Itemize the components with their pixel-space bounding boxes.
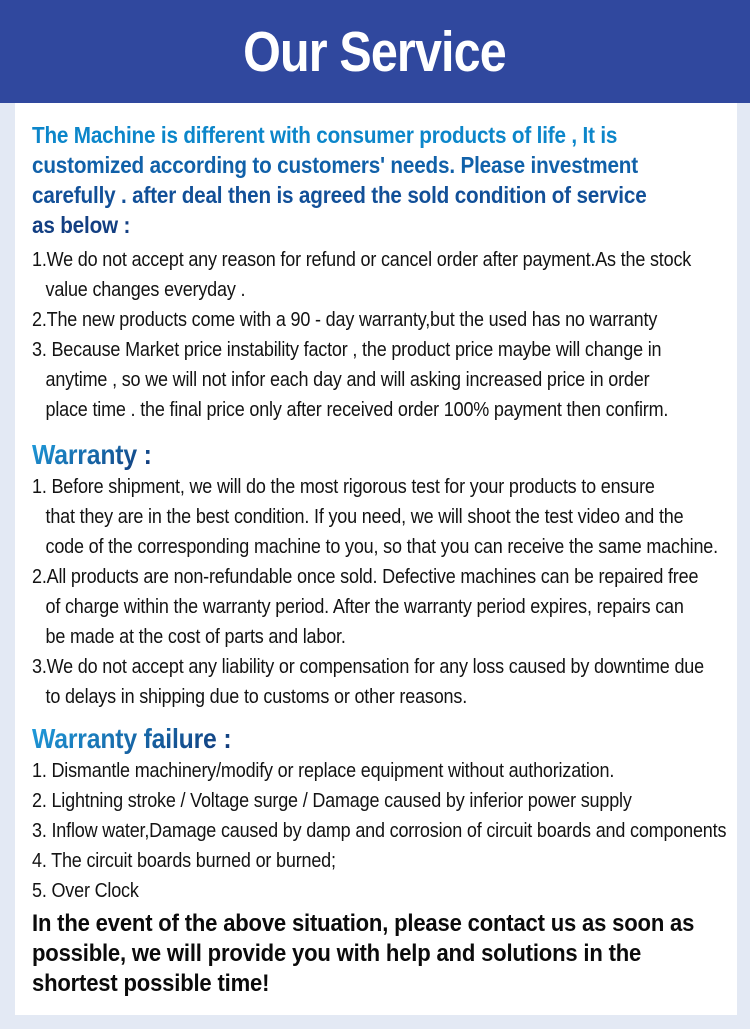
warranty-line: 2.All products are non-refundable once sold. Defective machines can be repaired free (32, 566, 699, 588)
warranty-line: of charge within the warranty period. After the warranty period expires, repairs can (45, 596, 684, 618)
warranty-line: to delays in shipping due to customs or other reasons. (45, 686, 468, 708)
term-line: 2.The new products come with a 90 - day warranty,but the used has no warranty (32, 309, 658, 331)
intro-paragraph (32, 120, 737, 240)
warranty-line: be made at the cost of parts and labor. (45, 626, 346, 648)
closing-line: shortest possible time! (32, 970, 270, 997)
warranty-line: 3.We do not accept any liability or compensation for any loss caused by downtime due (32, 656, 704, 678)
service-banner (0, 0, 750, 103)
card-content (15, 103, 737, 999)
intro-line: The Machine is different with consumer products of life , It is (32, 122, 618, 148)
term-line: 3. Because Market price instability factor , the product price maybe will change in (32, 339, 662, 361)
failure-line: 3. Inflow water,Damage caused by damp and corrosion of circuit boards and components (32, 820, 727, 842)
intro-line: customized according to customers' needs. Please investment (32, 152, 638, 178)
closing-paragraph (32, 909, 737, 999)
failure-line: 5. Over Clock (32, 880, 139, 902)
term-line: 1.We do not accept any reason for refund or cancel order after payment.As the stock (32, 249, 692, 271)
term-line: value changes everyday . (45, 279, 246, 301)
term-line: place time . the final price only after received order 100% payment then confirm. (45, 399, 669, 421)
warranty-line: 1. Before shipment, we will do the most rigorous test for your products to ensure (32, 476, 655, 498)
failure-line: 4. The circuit boards burned or burned; (32, 850, 336, 872)
service-card (15, 103, 737, 1015)
general-terms-list (32, 245, 737, 425)
intro-line: carefully . after deal then is agreed the sold condition of service (32, 182, 647, 208)
warranty-heading: Warranty : (32, 439, 152, 470)
failure-line: 2. Lightning stroke / Voltage surge / Damage caused by inferior power supply (32, 790, 632, 812)
warranty-line: code of the corresponding machine to you, so that you can receive the same machine. (45, 536, 718, 558)
warranty-terms-list (32, 472, 737, 712)
closing-line: possible, we will provide you with help and solutions in the (32, 940, 642, 967)
page-title: Our Service (243, 19, 507, 84)
failure-line: 1. Dismantle machinery/modify or replace equipment without authorization. (32, 760, 615, 782)
warranty-failure-list (32, 756, 737, 906)
term-line: anytime , so we will not infor each day and will asking increased price in order (45, 369, 650, 391)
intro-line: as below : (32, 212, 131, 238)
closing-line: In the event of the above situation, please contact us as soon as (32, 910, 695, 937)
warranty-line: that they are in the best condition. If you need, we will shoot the test video and the (45, 506, 684, 528)
warranty-failure-heading: Warranty failure : (32, 723, 232, 754)
